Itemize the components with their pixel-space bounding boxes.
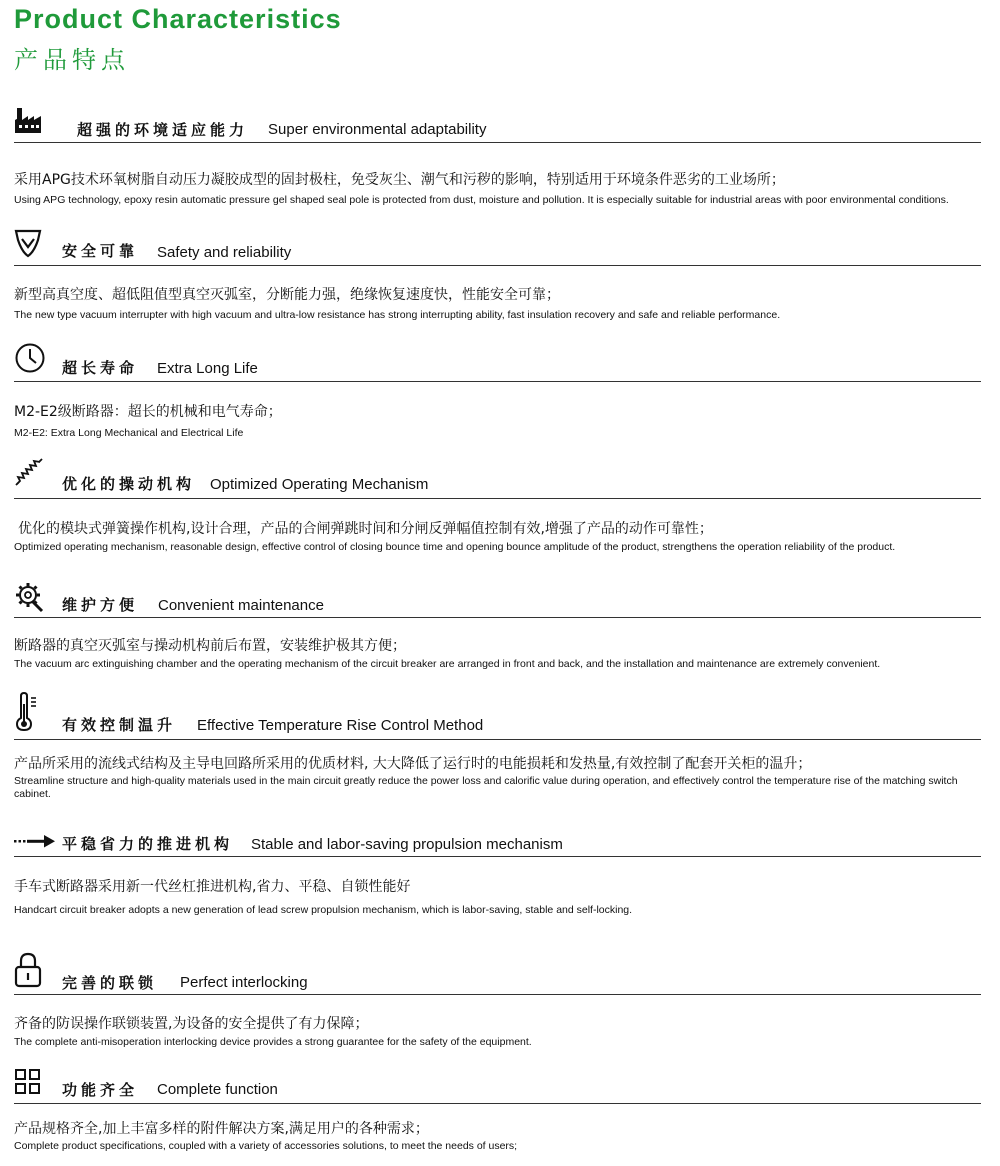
feature-desc-en: The complete anti-misoperation interlocking device provides a strong guarantee for the safety of the equipment. [14,1036,532,1048]
divider [14,994,981,995]
gear-wrench-icon [14,581,46,613]
clock-icon [14,342,46,374]
feature-desc-en: Handcart circuit breaker adopts a new generation of lead screw propulsion mechanism, which is labor-saving, stable and self-locking. [14,904,633,916]
feature-desc-en: Complete product specifications, coupled with a variety of accessories solutions, to meet the needs of users; [14,1140,518,1152]
feature-desc-en: The vacuum arc extinguishing chamber and the operating mechanism of the circuit breaker are arranged in front and back, and the installation and maintenance are extremely convenient. [14,658,881,670]
divider [14,1103,981,1104]
grid-icon [14,1068,42,1096]
feature-title-cn: 完善的联锁 [62,974,158,992]
feature-title-en: Extra Long Life [157,360,258,377]
divider [14,498,981,499]
feature-desc-en: Optimized operating mechanism, reasonable design, effective control of closing bounce time and opening bounce amplitude of the product, strengthens the operation reliability of the product. [14,541,896,553]
page-title-cn: 产品特点 [14,46,130,74]
spring-icon [14,457,44,487]
factory-icon [14,106,42,134]
divider [14,381,981,382]
feature-desc-en: Streamline structure and high-quality materials used in the main circuit greatly reduce the power loss and calorific value during operation, and effectively control the temperature rise of the matching switch cabinet. [14,775,958,800]
feature-title-en: Safety and reliability [157,244,292,261]
divider [14,142,981,143]
thermometer-icon [14,692,44,732]
feature-title-cn: 功能齐全 [62,1081,139,1099]
feature-title-en: Convenient maintenance [158,597,324,614]
feature-title-en: Super environmental adaptability [268,121,487,138]
feature-title-cn: 平稳省力的推进机构 [62,835,234,853]
feature-desc-cn: 断路器的真空灭弧室与操动机构前后布置，安装维护极其方便； [14,638,406,654]
divider [14,856,981,857]
feature-title-cn: 超强的环境适应能力 [77,121,249,139]
feature-title-cn: 维护方便 [62,596,139,614]
feature-desc-cn: 手车式断路器采用新一代丝杠推进机构,省力、平稳、自锁性能好 [14,879,411,895]
feature-title-cn: 超长寿命 [62,359,139,377]
feature-desc-en: The new type vacuum interrupter with high vacuum and ultra-low resistance has strong interrupting ability, fast insulation recovery and safe and reliable performance. [14,309,781,321]
feature-desc-cn: 采用APG技术环氧树脂自动压力凝胶成型的固封极柱，免受灰尘、潮气和污秽的影响，特别适用于环境条件恶劣的工业场所； [14,172,785,188]
lock-icon [14,952,42,988]
feature-desc-cn: 齐备的防误操作联锁装置,为设备的安全提供了有力保障； [14,1016,369,1032]
feature-desc-cn: M2-E2级断路器：超长的机械和电气寿命； [14,404,282,420]
divider [14,617,981,618]
feature-title-en: Complete function [157,1081,278,1098]
feature-desc-en: M2-E2: Extra Long Mechanical and Electrical Life [14,427,244,439]
feature-desc-cn: 产品所采用的流线式结构及主导电回路所采用的优质材料, 大大降低了运行时的电能损耗和发热量,有效控制了配套开关柜的温升； [14,756,812,772]
feature-title-en: Effective Temperature Rise Control Method [197,717,484,734]
feature-desc-cn: 产品规格齐全,加上丰富多样的附件解决方案,满足用户的各种需求； [14,1121,429,1137]
feature-title-en: Stable and labor-saving propulsion mechanism [251,836,563,853]
feature-title-cn: 优化的操动机构 [62,475,196,493]
divider [14,265,981,266]
feature-title-en: Optimized Operating Mechanism [210,476,429,493]
page-title: Product Characteristics [14,4,342,34]
feature-desc-cn: 优化的模块式弹簧操作机构,设计合理，产品的合闸弹跳时间和分闸反弹幅值控制有效,增强了产品的动作可靠性； [18,521,713,537]
feature-title-cn: 有效控制温升 [62,716,177,734]
feature-title-en: Perfect interlocking [180,974,308,991]
feature-desc-cn: 新型高真空度、超低阻值型真空灭弧室，分断能力强，绝缘恢复速度快，性能安全可靠； [14,287,560,303]
divider [14,739,981,740]
arrow-right-icon [14,834,56,848]
shield-icon [14,228,42,258]
feature-desc-en: Using APG technology, epoxy resin automatic pressure gel shaped seal pole is protected from dust, moisture and pollution. It is especially suitable for industrial areas with poor environmental conditions. [14,194,949,206]
feature-title-cn: 安全可靠 [62,242,139,260]
